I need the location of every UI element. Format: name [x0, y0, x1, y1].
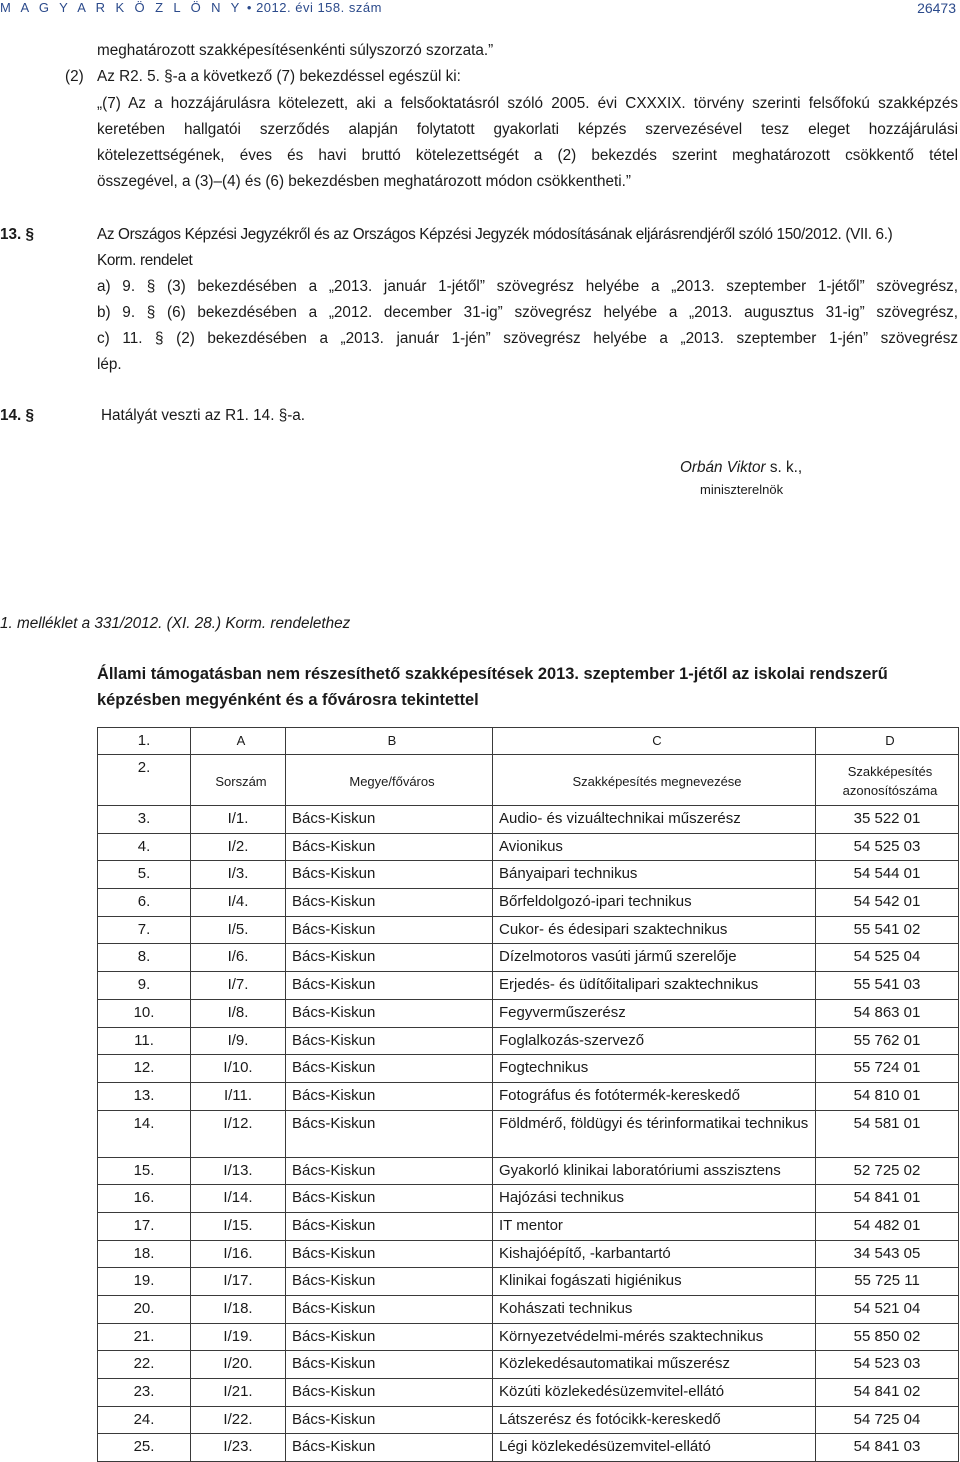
county-cell: Bács-Kiskun [286, 1027, 493, 1055]
table-row [98, 1082, 959, 1110]
section-line: Az Országos Képzési Jegyzékről és az Országos Képzési Jegyzék módosításának eljárásrendjéről szóló 150/2012. (VII. 6.) [97, 226, 893, 243]
qualification-name-cell: Környezetvédelmi-mérés szaktechnikus [493, 1323, 816, 1351]
section-number: 14. § [0, 407, 35, 424]
row-number-cell: 6. [98, 889, 191, 917]
row-number-cell: 21. [98, 1323, 191, 1351]
county-cell: Bács-Kiskun [286, 1110, 493, 1157]
row-number-cell: 9. [98, 972, 191, 1000]
qualification-code-cell: 54 863 01 [816, 999, 959, 1027]
section-line: Korm. rendelet [97, 252, 193, 269]
qualification-name-cell: Közlekedésautomatikai műszerész [493, 1351, 816, 1379]
serial-cell: I/12. [191, 1110, 286, 1157]
row-number-cell: 12. [98, 1055, 191, 1083]
cell: A [191, 728, 286, 755]
qualifications-table [97, 727, 959, 1462]
county-cell: Bács-Kiskun [286, 1082, 493, 1110]
cell: D [816, 728, 959, 755]
qualification-code-cell: 54 841 03 [816, 1434, 959, 1462]
qualification-name-cell: Audio- és vizuáltechnikai műszerész [493, 806, 816, 834]
table-row [98, 1351, 959, 1379]
table-row [98, 1434, 959, 1462]
serial-cell: I/23. [191, 1434, 286, 1462]
county-cell: Bács-Kiskun [286, 833, 493, 861]
serial-cell: I/8. [191, 999, 286, 1027]
qualification-code-cell: 55 724 01 [816, 1055, 959, 1083]
item-line: lép. [97, 356, 122, 373]
paragraph-line: „(7) Az a hozzájárulásra kötelezett, aki a felsőoktatásról szóló 2005. évi CXXXIX. törvény szerinti felsőfokú szakképzés [97, 95, 958, 112]
text-line: meghatározott szakképesítésenkénti súlyszorzó szorzata.” [97, 42, 494, 59]
row-number-cell: 20. [98, 1296, 191, 1324]
column-letter-row [98, 728, 959, 755]
row-number-cell: 18. [98, 1240, 191, 1268]
county-cell: Bács-Kiskun [286, 1055, 493, 1083]
county-cell: Bács-Kiskun [286, 889, 493, 917]
column-header: Megye/főváros [286, 755, 493, 806]
county-cell: Bács-Kiskun [286, 1351, 493, 1379]
qualification-code-cell: 54 482 01 [816, 1212, 959, 1240]
serial-cell: I/14. [191, 1185, 286, 1213]
qualification-code-cell: 54 542 01 [816, 889, 959, 917]
item-line: a) 9. § (3) bekezdésében a „2013. január 1-jétől” szövegrész helyébe a „2013. szeptember 1-jétől” szövegrész, [97, 278, 958, 295]
serial-cell: I/17. [191, 1268, 286, 1296]
serial-cell: I/22. [191, 1406, 286, 1434]
qualification-code-cell: 54 725 04 [816, 1406, 959, 1434]
qualification-code-cell: 35 522 01 [816, 806, 959, 834]
row-number-cell: 11. [98, 1027, 191, 1055]
section-number: 13. § [0, 226, 35, 243]
county-cell: Bács-Kiskun [286, 1268, 493, 1296]
serial-cell: I/20. [191, 1351, 286, 1379]
qualification-name-cell: Kishajóépítő, -karbantartó [493, 1240, 816, 1268]
row-number-cell: 10. [98, 999, 191, 1027]
paragraph-line: kötelezettségének, éves és havi bruttó kötelezettségét a (2) bekezdés szerint meghatározott csökkentő tétel [97, 147, 958, 164]
table-row [98, 889, 959, 917]
county-cell: Bács-Kiskun [286, 1296, 493, 1324]
signature-block [680, 455, 802, 481]
row-number-cell: 23. [98, 1379, 191, 1407]
row-number-cell: 25. [98, 1434, 191, 1462]
qualification-code-cell: 52 725 02 [816, 1157, 959, 1185]
signer-name: Orbán Viktor [680, 459, 766, 476]
serial-cell: I/4. [191, 889, 286, 917]
qualification-code-cell: 55 725 11 [816, 1268, 959, 1296]
table-row [98, 861, 959, 889]
annex-title-line: Állami támogatásban nem részesíthető szakképesítések 2013. szeptember 1-jétől az iskolai rendszerű [97, 665, 888, 683]
qualification-code-cell: 54 810 01 [816, 1082, 959, 1110]
serial-cell: I/15. [191, 1212, 286, 1240]
serial-cell: I/21. [191, 1379, 286, 1407]
item-line: b) 9. § (6) bekezdésében a „2012. december 31-ig” szövegrész helyébe a „2013. augusztus 31-ig” szövegrész, [97, 304, 958, 321]
table-row [98, 916, 959, 944]
column-header: Szakképesítés megnevezése [493, 755, 816, 806]
paragraph-line: keretében hallgatói szerződés alapján folytatott gyakorlati képzés szervezésével tesz eleget hozzájárulási [97, 121, 958, 138]
qualification-name-cell: Közúti közlekedésüzemvitel-ellátó [493, 1379, 816, 1407]
qualification-name-cell: Bányaipari technikus [493, 861, 816, 889]
table-row [98, 1157, 959, 1185]
qualification-name-cell: Avionikus [493, 833, 816, 861]
table-row [98, 1240, 959, 1268]
qualification-code-cell: 55 850 02 [816, 1323, 959, 1351]
issue-label: 2012. évi 158. szám [256, 0, 382, 15]
county-cell: Bács-Kiskun [286, 1406, 493, 1434]
row-number-cell: 24. [98, 1406, 191, 1434]
county-cell: Bács-Kiskun [286, 1240, 493, 1268]
table-row [98, 944, 959, 972]
cell: C [493, 728, 816, 755]
qualification-name-cell: Foglalkozás-szervező [493, 1027, 816, 1055]
serial-cell: I/18. [191, 1296, 286, 1324]
qualification-code-cell: 55 541 03 [816, 972, 959, 1000]
qualification-name-cell: Fotográfus és fotótermék-kereskedő [493, 1082, 816, 1110]
qualification-code-cell: 55 762 01 [816, 1027, 959, 1055]
serial-cell: I/5. [191, 916, 286, 944]
signer-suffix: s. k., [765, 459, 803, 476]
running-header [0, 0, 382, 15]
amendment-paragraph [97, 91, 958, 195]
table-row [98, 1212, 959, 1240]
county-cell: Bács-Kiskun [286, 972, 493, 1000]
row-number-cell: 13. [98, 1082, 191, 1110]
header-row [98, 755, 959, 806]
row-number-cell: 15. [98, 1157, 191, 1185]
column-header: Sorszám [191, 755, 286, 806]
serial-cell: I/2. [191, 833, 286, 861]
county-cell: Bács-Kiskun [286, 999, 493, 1027]
row-number-cell: 4. [98, 833, 191, 861]
table-row [98, 1055, 959, 1083]
table-row [98, 1110, 959, 1157]
county-cell: Bács-Kiskun [286, 861, 493, 889]
row-number-cell: 22. [98, 1351, 191, 1379]
serial-cell: I/11. [191, 1082, 286, 1110]
journal-name: M A G Y A R K Ö Z L Ö N Y [0, 0, 243, 15]
text-line: Az R2. 5. §-a a következő (7) bekezdéssel egészül ki: [97, 68, 461, 85]
column-header: Szakképesítés azonosítószáma [816, 755, 959, 806]
county-cell: Bács-Kiskun [286, 1323, 493, 1351]
qualification-code-cell: 54 544 01 [816, 861, 959, 889]
qualification-code-cell: 54 581 01 [816, 1110, 959, 1157]
qualification-name-cell: Cukor- és édesipari szaktechnikus [493, 916, 816, 944]
qualification-name-cell: Földmérő, földügyi és térinformatikai technikus [493, 1110, 816, 1157]
serial-cell: I/3. [191, 861, 286, 889]
serial-cell: I/19. [191, 1323, 286, 1351]
qualification-name-cell: IT mentor [493, 1212, 816, 1240]
county-cell: Bács-Kiskun [286, 916, 493, 944]
county-cell: Bács-Kiskun [286, 1434, 493, 1462]
qualification-code-cell: 54 841 02 [816, 1379, 959, 1407]
qualification-name-cell: Dízelmotoros vasúti jármű szerelője [493, 944, 816, 972]
qualification-name-cell: Látszerész és fotócikk-kereskedő [493, 1406, 816, 1434]
row-number-cell: 17. [98, 1212, 191, 1240]
signer-role: miniszterelnök [700, 482, 784, 497]
table-row [98, 1296, 959, 1324]
qualification-code-cell: 54 521 04 [816, 1296, 959, 1324]
table-row [98, 972, 959, 1000]
county-cell: Bács-Kiskun [286, 1212, 493, 1240]
qualification-code-cell: 55 541 02 [816, 916, 959, 944]
serial-cell: I/13. [191, 1157, 286, 1185]
table-row [98, 999, 959, 1027]
qualification-name-cell: Légi közlekedésüzemvitel-ellátó [493, 1434, 816, 1462]
county-cell: Bács-Kiskun [286, 1185, 493, 1213]
serial-cell: I/16. [191, 1240, 286, 1268]
table-row [98, 1027, 959, 1055]
row-number-cell: 5. [98, 861, 191, 889]
qualification-name-cell: Hajózási technikus [493, 1185, 816, 1213]
qualification-code-cell: 54 525 04 [816, 944, 959, 972]
qualification-name-cell: Fogtechnikus [493, 1055, 816, 1083]
qualification-code-cell: 54 841 01 [816, 1185, 959, 1213]
cell: B [286, 728, 493, 755]
qualification-name-cell: Erjedés- és üdítőitalipari szaktechnikus [493, 972, 816, 1000]
county-cell: Bács-Kiskun [286, 1379, 493, 1407]
qualification-name-cell: Bőrfeldolgozó-ipari technikus [493, 889, 816, 917]
row-number-cell: 14. [98, 1110, 191, 1157]
row-number-cell: 16. [98, 1185, 191, 1213]
table-row [98, 1323, 959, 1351]
annex-title-line: képzésben megyénként és a fővárosra tekintettel [97, 691, 479, 709]
cell: 2. [98, 755, 191, 806]
table-row [98, 833, 959, 861]
row-number-cell: 19. [98, 1268, 191, 1296]
page-number: 26473 [917, 0, 956, 16]
county-cell: Bács-Kiskun [286, 944, 493, 972]
row-number-cell: 7. [98, 916, 191, 944]
serial-cell: I/1. [191, 806, 286, 834]
cell: 1. [98, 728, 191, 755]
section-13-items [97, 274, 958, 378]
section-13-text [97, 222, 958, 274]
qualification-code-cell: 54 525 03 [816, 833, 959, 861]
table-row [98, 1406, 959, 1434]
qualification-code-cell: 54 523 03 [816, 1351, 959, 1379]
county-cell: Bács-Kiskun [286, 806, 493, 834]
serial-cell: I/7. [191, 972, 286, 1000]
table-row [98, 1379, 959, 1407]
paragraph-number: (2) [65, 68, 84, 85]
table-row [98, 806, 959, 834]
qualification-name-cell: Kohászati technikus [493, 1296, 816, 1324]
qualification-name-cell: Gyakorló klinikai laboratóriumi asszisztens [493, 1157, 816, 1185]
county-cell: Bács-Kiskun [286, 1157, 493, 1185]
table-row [98, 1185, 959, 1213]
row-number-cell: 3. [98, 806, 191, 834]
annex-heading: 1. melléklet a 331/2012. (XI. 28.) Korm. rendelethez [0, 615, 351, 632]
section-14-text: Hatályát veszti az R1. 14. §-a. [101, 407, 306, 424]
serial-cell: I/10. [191, 1055, 286, 1083]
qualification-name-cell: Klinikai fogászati higiénikus [493, 1268, 816, 1296]
qualification-name-cell: Fegyverműszerész [493, 999, 816, 1027]
paragraph-line: összegével, a (3)–(4) és (6) bekezdésben meghatározott módon csökkentheti.” [97, 173, 631, 190]
serial-cell: I/9. [191, 1027, 286, 1055]
qualification-code-cell: 34 543 05 [816, 1240, 959, 1268]
serial-cell: I/6. [191, 944, 286, 972]
item-line: c) 11. § (2) bekezdésében a „2013. január 1-jén” szövegrész helyébe a „2013. szeptember 1-jén” szövegrész [97, 330, 958, 347]
header-bullet: • [246, 0, 252, 15]
table-row [98, 1268, 959, 1296]
row-number-cell: 8. [98, 944, 191, 972]
